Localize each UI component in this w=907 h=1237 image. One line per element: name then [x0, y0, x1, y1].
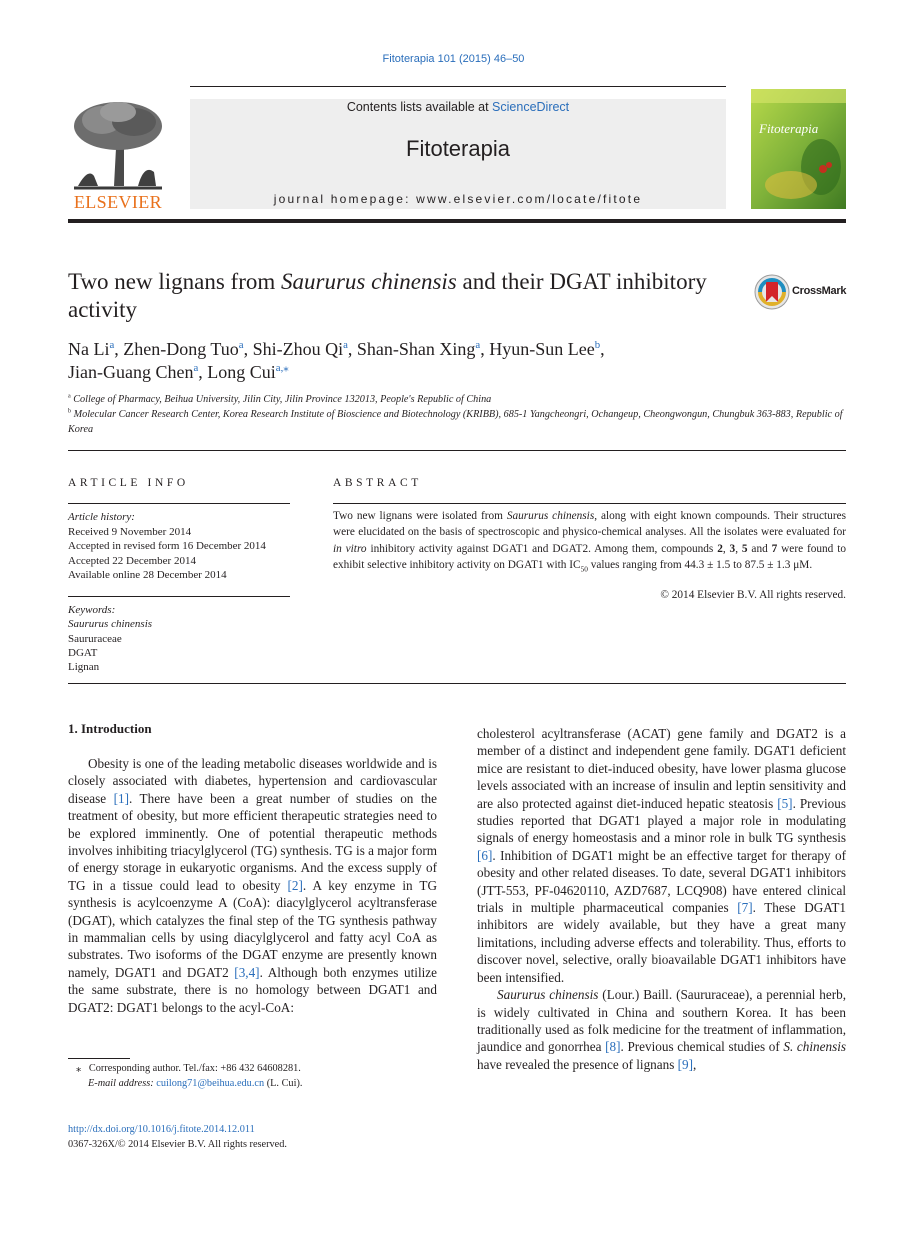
- affiliation-b: $^b$ Molecular Cancer Research Center, Korea Research Institute of Bioscience and Biotechnology (KRIBB), 685-1 Yangcheongri, Ochangeup, Cheongwongun, Chungbuk 363-883, Republic of Korea: [68, 408, 843, 435]
- email-link[interactable]: cuilong71@beihua.edu.cn: [156, 1077, 265, 1089]
- header-divider: [190, 86, 726, 87]
- author[interactable]: Shi-Zhou Qi: [252, 339, 344, 359]
- keyword: Saururaceae: [68, 632, 122, 645]
- affiliation-mark[interactable]: a: [193, 362, 199, 374]
- footnotes: [68, 1062, 437, 1091]
- history-label: Article history:: [68, 511, 135, 523]
- affiliations: [68, 392, 848, 437]
- author-list: Na Li$^a$, Zhen-Dong Tuo$^a$, Shi-Zhou Qi$^a$, Shan-Shan Xing$^a$, Hyun-Sun Lee$^b$, Jian-Guang Chen$^a$, Long Cui$^{a,⁎}$: [68, 339, 605, 382]
- affiliation-a: $^a$ College of Pharmacy, Beihua University, Jilin City, Jilin Province 132013, People's Republic of China: [68, 393, 492, 405]
- introduction-heading: 1. Introduction: [68, 721, 152, 736]
- elsevier-wordmark: ELSEVIER: [73, 192, 163, 212]
- affiliation-mark[interactable]: a: [109, 339, 115, 351]
- crossmark-icon: [752, 272, 792, 312]
- journal-cover-image: [751, 89, 846, 209]
- divider: [68, 450, 846, 451]
- keyword: DGAT: [68, 646, 98, 659]
- crossmark-label[interactable]: CrossMark: [792, 285, 847, 297]
- title-species: Saururus chinensis: [281, 269, 457, 294]
- keyword: Lignan: [68, 661, 100, 674]
- affiliation-mark[interactable]: a: [343, 339, 348, 351]
- affiliation-mark[interactable]: b: [594, 339, 601, 351]
- author[interactable]: Jian-Guang Chen: [68, 362, 194, 382]
- corresponding-author-mark[interactable]: ⁎: [283, 362, 289, 374]
- reference-link[interactable]: [9]: [677, 1056, 694, 1072]
- contents-prefix: Contents lists available at: [346, 100, 493, 114]
- history-revised: Accepted in revised form 16 December 2014: [68, 540, 266, 552]
- journal-homepage[interactable]: journal homepage: www.elsevier.com/locate/fitote: [273, 192, 643, 206]
- author[interactable]: Long Cui: [207, 362, 276, 382]
- author[interactable]: Zhen-Dong Tuo: [123, 339, 239, 359]
- article-info-heading: ARTICLE INFO: [68, 477, 189, 489]
- email-note: E-mail address: cuilong71@beihua.edu.cn (L. Cui).: [88, 1077, 303, 1089]
- keywords-label: Keywords:: [68, 604, 116, 616]
- reference-link[interactable]: [1]: [113, 790, 129, 806]
- reference-link[interactable]: [3,4]: [234, 964, 260, 980]
- abstract-copyright: © 2014 Elsevier B.V. All rights reserved.: [660, 589, 846, 601]
- footnote-divider: [68, 1058, 130, 1059]
- abstract-text: Two new lignans were isolated from Saururus chinensis, along with eight known compounds. Their structures were elucidated on the basis of spectroscopic and physico-chemical analyses. All the isolates were evaluated for in vitro inhibitory activity against DGAT1 and DGAT2. Among them, compounds 2, 3, 5 and 7 were found to exhibit selective inhibitory activity on DGAT1 with $IC_{50}$ values ranging from 44.3 ± 1.5 to 87.5 ± 1.3 μM.: [333, 510, 846, 574]
- title-part-1: Two new lignans from: [68, 269, 282, 294]
- history-accepted: Accepted 22 December 2014: [68, 554, 196, 567]
- reference-link[interactable]: [8]: [605, 1039, 621, 1055]
- author[interactable]: Hyun-Sun Lee: [489, 339, 595, 359]
- body-column-left: [68, 755, 437, 1016]
- keywords: [68, 603, 290, 674]
- corresponding-author-note: ⁎ Corresponding author. Tel./fax: +86 432 64608281.: [76, 1063, 301, 1074]
- doi-link[interactable]: http://dx.doi.org/10.1016/j.fitote.2014.12.011: [68, 1124, 255, 1135]
- divider: [68, 683, 846, 684]
- sciencedirect-link[interactable]: ScienceDirect: [492, 100, 570, 114]
- journal-reference-link[interactable]: Fitoterapia 101 (2015) 46–50: [382, 53, 525, 65]
- issn-copyright: 0367-326X/© 2014 Elsevier B.V. All rights reserved.: [68, 1138, 287, 1150]
- divider: [333, 503, 846, 504]
- reference-link[interactable]: [6]: [477, 847, 493, 863]
- history-online: Available online 28 December 2014: [68, 569, 227, 581]
- paragraph: Saururus chinensis (Lour.) Baill. (Saururaceae), a perennial herb, is widely cultivated in China and southern Korea. It has been traditionally used as folk medicine for the treatment of inflammation, jaundice and gonorrhea [8]. Previous chemical studies of S. chinensis have revealed the presence of lignans [9],: [477, 987, 847, 1072]
- reference-link[interactable]: [2]: [287, 877, 303, 893]
- divider: [68, 596, 290, 597]
- abstract-heading: ABSTRACT: [333, 477, 422, 489]
- history-received: Received 9 November 2014: [68, 525, 192, 538]
- title-part-2: and their DGAT inhibitory activity: [68, 269, 707, 322]
- divider: [68, 503, 290, 504]
- doi-block: [68, 1123, 468, 1152]
- reference-link[interactable]: [5]: [777, 795, 793, 811]
- author[interactable]: Shan-Shan Xing: [356, 339, 476, 359]
- cover-title: Fitoterapia: [759, 121, 819, 136]
- affiliation-mark[interactable]: a: [238, 339, 244, 351]
- author[interactable]: Na Li: [68, 339, 110, 359]
- header-thick-divider: [68, 219, 846, 223]
- journal-name: Fitoterapia: [406, 136, 510, 161]
- affiliation-mark[interactable]: a: [475, 339, 481, 351]
- tree-icon: [68, 98, 168, 190]
- article-title: [68, 268, 708, 324]
- article-history: [68, 510, 290, 583]
- paragraph: Obesity is one of the leading metabolic diseases worldwide and is closely associated with diabetes, hypertension and cardiovascular disease [1]. There have been a great number of studies on the treatment of obesity, but more efficient therapeutic strategies need to be explored imminently. One of potential therapeutic methods involves inhibiting triacylglycerol (TG) synthesis. TG is a major form of energy storage in eukaryotic organisms. And the excess supply of TG in a tissue could lead to obesity [2]. A key enzyme in TG synthesis is acylcoenzyme A (CoA): diacylglycerol acyltransferase (DGAT), which catalyzes the final step of the TG synthesis pathway in mammalian cells by using diacylglycerol and fatty acyl CoA as substrates. Two isoforms of the DGAT enzyme are presently known namely, DGAT1 and DGAT2 [3,4]. Although both enzymes utilize the same substrate, there is no homology between DGAT1 and DGAT2: DGAT1 belongs to the acyl-CoA:: [68, 756, 437, 1015]
- keyword: Saururus chinensis: [68, 618, 153, 631]
- paragraph: cholesterol acyltransferase (ACAT) gene family and DGAT2 is a member of a distinct and independent gene family. DGAT1 deficient mice are resistant to diet-induced obesity, have lower plasma glucose levels associated with an increase of insulin and leptin sensitivity and are also protected against diet-induced hepatic steatosis [5]. Previous studies reported that DGAT1 played a major role in modulating signals of energy homeostasis and a minor role in bulk TG synthesis [6]. Inhibition of DGAT1 might be an effective target for therapy of obesity and other related diseases. To date, several DGAT1 inhibitors (JTT-553, PF-04620110, AZD7687, LCQ908) have entered clinical trials in multiple pharmaceutical companies [7]. These DGAT1 inhibitors are widely available, but they have a great many limitations, including adverse effects and tolerability. Thus, efforts to discover novel, selective, orally bioavailable DGAT1 inhibitors have been intensified.: [477, 726, 846, 985]
- reference-link[interactable]: [7]: [737, 900, 753, 916]
- contents-line: [190, 100, 726, 114]
- body-column-right: [477, 725, 846, 1073]
- affiliation-mark[interactable]: a,⁎: [275, 362, 289, 374]
